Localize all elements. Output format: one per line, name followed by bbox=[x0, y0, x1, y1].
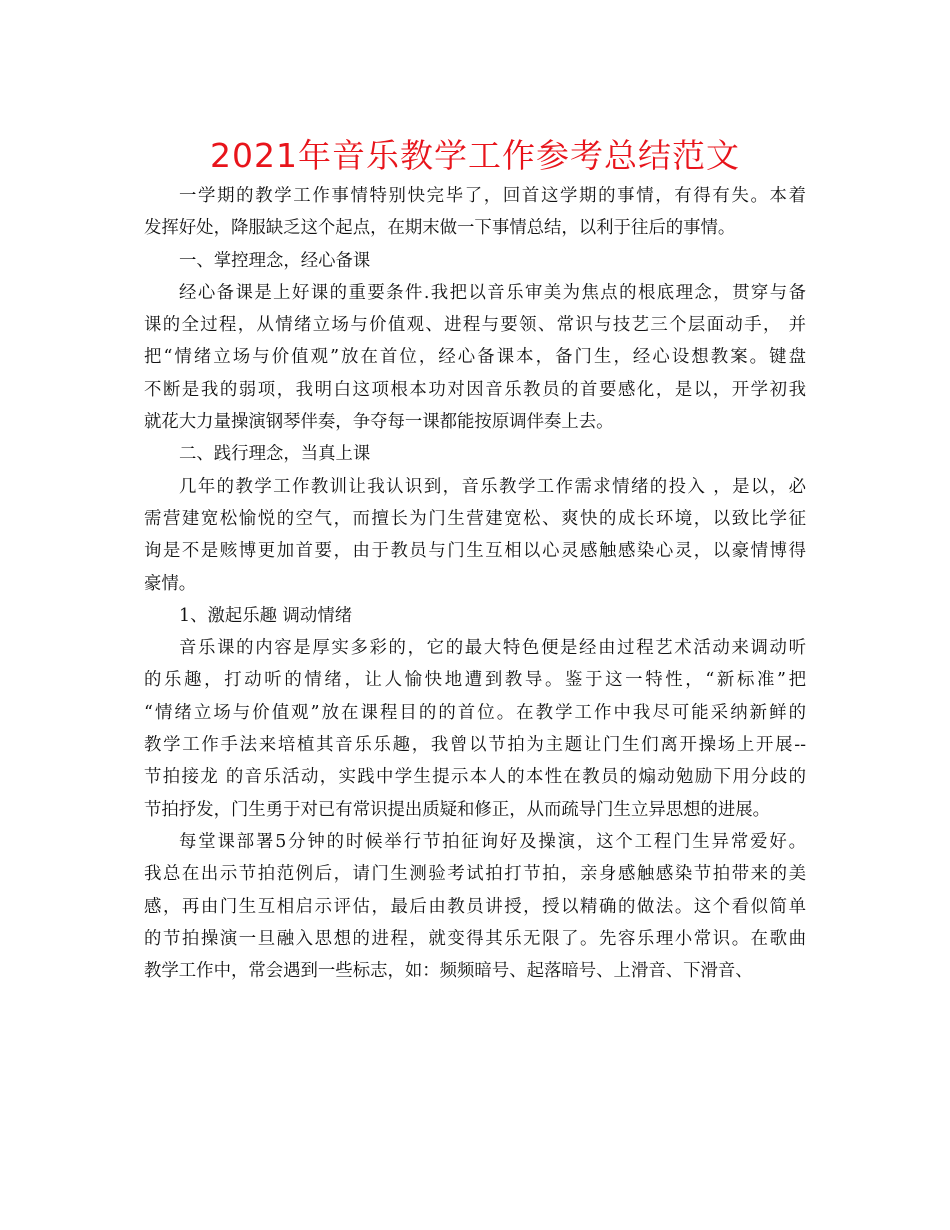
paragraph bbox=[144, 180, 806, 245]
paragraph-line: 把“情绪立场与价值观”放在首位，经心备课本，备门生，经心设想教案。键盘 bbox=[144, 347, 806, 368]
paragraph-line: 经心备课是上好课的重要条件.我把以音乐审美为焦点的根底理念，贯穿与备 bbox=[179, 282, 806, 303]
paragraph-line: 节拍接龙 的音乐活动，实践中学生提示本人的本性在教员的煽动勉励下用分歧的 bbox=[144, 767, 806, 788]
paragraph bbox=[144, 438, 806, 470]
document-title: 2021年音乐教学工作参考总结范文 bbox=[210, 136, 740, 175]
paragraph-line: 音乐课的内容是厚实多彩的，它的最大特色便是经由过程艺术活动来调动听 bbox=[179, 638, 806, 659]
paragraph bbox=[144, 277, 806, 438]
paragraph-line: 的节拍操演一旦融入思想的进程，就变得其乐无限了。先容乐理小常识。在歌曲 bbox=[144, 928, 806, 949]
paragraph-line: 感，再由门生互相启示评估，最后由教员讲授，授以精确的做法。这个看似简单 bbox=[144, 896, 806, 917]
paragraph-line: 的乐趣，打动听的情绪，让人愉快地遭到教导。鉴于这一特性，“新标准”把 bbox=[144, 670, 806, 691]
paragraph bbox=[144, 245, 806, 277]
paragraph-line: 一学期的教学工作事情特别快完毕了，回首这学期的事情，有得有失。本着 bbox=[179, 186, 806, 206]
paragraph-line: 教学工作手法来培植其音乐乐趣，我曾以节拍为主题让门生们离开操场上开展-- bbox=[144, 735, 806, 756]
paragraph-line: 询是不是赅博更加首要，由于教员与门生互相以心灵感触感染心灵，以豪情博得 bbox=[144, 541, 806, 562]
paragraph bbox=[144, 471, 806, 600]
paragraph-line: “情绪立场与价值观”放在课程目的的首位。在教学工作中我尽可能采纳新鲜的 bbox=[144, 702, 806, 723]
paragraph-line: 课的全过程，从情绪立场与价值观、进程与要领、常识与技艺三个层面动手， 并 bbox=[144, 315, 806, 336]
paragraph-line: 我总在出示节拍范例后，请门生测验考试拍打节拍，亲身感触感染节拍带来的美 bbox=[144, 864, 806, 885]
paragraph-line: 一、掌控理念，经心备课 bbox=[179, 250, 371, 271]
paragraph-line: 几年的教学工作教训让我认识到，音乐教学工作需求情绪的投入 ，是以，必 bbox=[179, 476, 806, 497]
paragraph-line: 需营建宽松愉悦的空气，而擅长为门生营建宽松、爽快的成长环境，以致比学征 bbox=[144, 508, 806, 529]
document-body bbox=[144, 180, 806, 987]
paragraph-line: 节拍抒发，门生勇于对已有常识提出质疑和修正，从而疏导门生立异思想的进展。 bbox=[144, 799, 771, 820]
paragraph-line: 教学工作中，常会遇到一些标志，如：频频暗号、起落暗号、上滑音、下滑音、 bbox=[144, 961, 753, 982]
paragraph-line: 每堂课部署5分钟的时候举行节拍征询好及操演，这个工程门生异常爱好。 bbox=[179, 831, 806, 852]
paragraph-line: 1、激起乐趣 调动情绪 bbox=[179, 605, 353, 626]
paragraph-line: 豪情。 bbox=[144, 573, 197, 594]
paragraph bbox=[144, 600, 806, 632]
paragraph bbox=[144, 632, 806, 826]
paragraph-line: 发挥好处，降服缺乏这个起点，在期末做一下事情总结，以利于往后的事情。 bbox=[144, 218, 736, 239]
paragraph-line: 不断是我的弱项，我明白这项根本功对因音乐教员的首要感化，是以，开学初我 bbox=[144, 379, 806, 400]
paragraph-line: 二、践行理念，当真上课 bbox=[179, 444, 371, 465]
paragraph bbox=[144, 826, 806, 987]
paragraph-line: 就花大力量操演钢琴伴奏，争夺每一课都能按原调伴奏上去。 bbox=[144, 412, 614, 433]
